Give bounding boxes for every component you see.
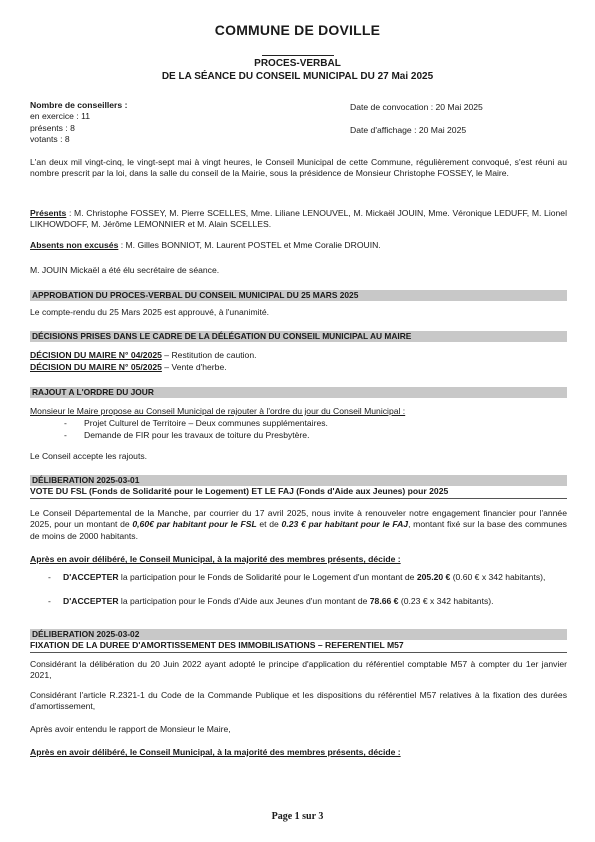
delib1-item2-verb: D'ACCEPTER xyxy=(63,596,119,606)
delib1-item1-text: la participation pour le Fonds de Solidarité pour le Logement d'un montant de xyxy=(118,572,417,582)
section-approbation-title: APPROBATION DU PROCES-VERBAL DU CONSEIL MUNICIPAL DU 25 MARS 2025 xyxy=(30,290,567,301)
delib1-p1-e: , montant fixé sur la base des communes de moins de 2000 habitants. xyxy=(30,519,567,541)
delib1-p1-a: Le Conseil Départemental de la Manche, par courrier du 17 avril 2025, nous invite à renouveler notre engagement financier pour l'année 2025, pour un montant de xyxy=(30,508,567,530)
page-number: Page 1 sur 3 xyxy=(271,811,324,822)
delib1-item1-verb: D'ACCEPTER xyxy=(63,572,119,582)
delib1-item2-text: la participation pour le Fonds d'Aide aux Jeunes d'un montant de xyxy=(118,596,370,606)
rajout-intro: Monsieur le Maire propose au Conseil Municipal de rajouter à l'ordre du jour du Conseil Municipal : xyxy=(30,406,406,416)
delib1-faj-rate: 0.23 € par habitant pour le FAJ xyxy=(281,519,409,530)
delib1-item2-amount: 78.66 € xyxy=(369,596,399,606)
delib1-item-2 xyxy=(63,596,567,607)
decision-05-label: DÉCISION DU MAIRE N° 05/2025 xyxy=(30,362,162,372)
section-rajout-title: RAJOUT A L'ORDRE DU JOUR xyxy=(30,387,567,398)
rajout-item-1: Projet Culturel de Territoire – Deux communes supplémentaires. xyxy=(84,418,328,428)
intro-paragraph: L'an deux mil vingt-cinq, le vingt-sept mai à vingt heures, le Conseil Municipal de cette Commune, régulièrement convoqué, s'est réuni au nombre prescrit par la loi, dans la salle du conseil de la Mairie, sous la présidence de Monsieur Christophe FOSSEY, le Maire. xyxy=(30,157,567,179)
count-en-exercice: en exercice : 11 xyxy=(30,111,91,122)
delib2-decide: Après en avoir délibéré, le Conseil Municipal, à la majorité des membres présents, décide : xyxy=(30,747,401,757)
date-affichage: Date d'affichage : 20 Mai 2025 xyxy=(350,125,467,135)
presents-list: : M. Christophe FOSSEY, M. Pierre SCELLES, Mme. Liliane LENOUVEL, M. Mickaël JOUIN, Mme. Véronique LEDUFF, M. Lionel LIKHOWDOFF, M. Jérôme LEMONNIER et M. Alain SCELLES. xyxy=(30,208,567,230)
date-convocation: Date de convocation : 20 Mai 2025 xyxy=(350,102,483,112)
delib1-title-underline xyxy=(30,498,567,499)
decision-05 xyxy=(30,362,567,373)
section-decisions-title: DÉCISIONS PRISES DANS LE CADRE DE LA DÉLÉGATION DU CONSEIL MUNICIPAL AU MAIRE xyxy=(30,331,567,342)
absents-paragraph xyxy=(30,240,567,251)
decision-05-text: – Vente d'herbe. xyxy=(161,362,227,372)
rajout-conclusion: Le Conseil accepte les rajouts. xyxy=(30,451,148,461)
delib2-title-underline xyxy=(30,652,567,653)
delib1-decide: Après en avoir délibéré, le Conseil Municipal, à la majorité des membres présents, décide : xyxy=(30,554,401,564)
decision-04 xyxy=(30,350,567,361)
delib1-bullet-1: - xyxy=(48,572,51,582)
rajout-item-2: Demande de FIR pour les travaux de toiture du Presbytère. xyxy=(84,430,310,440)
delib1-number: DÉLIBERATION 2025-03-01 xyxy=(30,475,567,486)
delib2-rapport: Après avoir entendu le rapport de Monsieur le Maire, xyxy=(30,724,231,734)
counts-label: Nombre de conseillers : xyxy=(30,100,128,110)
delib2-title: FIXATION DE LA DUREE D'AMORTISSEMENT DES IMMOBILISATIONS – REFERENTIEL M57 xyxy=(30,640,404,650)
delib1-title: VOTE DU FSL (Fonds de Solidarité pour le Logement) ET LE FAJ (Fonds d'Aide aux Jeunes) pour 2025 xyxy=(30,486,449,496)
absents-label: Absents non excusés xyxy=(30,240,119,250)
document-type: PROCES-VERBAL xyxy=(254,58,341,69)
delib2-considerant-2: Considérant l'article R.2321-1 du Code de la Commande Publique et les dispositions du référentiel M57 relatives à la fixation des durées d'amortissement, xyxy=(30,690,567,712)
presents-paragraph xyxy=(30,208,567,231)
delib2-number: DÉLIBERATION 2025-03-02 xyxy=(30,629,567,640)
approbation-text: Le compte-rendu du 25 Mars 2025 est approuvé, à l'unanimité. xyxy=(30,307,270,317)
delib1-item1-calc: (0.60 € x 342 habitants), xyxy=(450,572,546,582)
delib1-bullet-2: - xyxy=(48,596,51,606)
secretaire-line: M. JOUIN Mickaël a été élu secrétaire de séance. xyxy=(30,265,220,275)
delib1-item2-calc: (0.23 € x 342 habitants). xyxy=(398,596,494,606)
delib1-paragraph xyxy=(30,508,567,542)
seance-title: DE LA SÉANCE DU CONSEIL MUNICIPAL DU 27 Mai 2025 xyxy=(161,71,434,82)
rajout-bullet-2: - xyxy=(64,430,67,440)
delib1-fsl-rate: 0,60€ par habitant pour le FSL xyxy=(132,519,257,530)
delib1-item-1 xyxy=(63,572,567,583)
delib1-p1-c: et de xyxy=(256,519,282,530)
delib1-item1-amount: 205.20 € xyxy=(416,572,451,582)
title-divider xyxy=(262,55,334,56)
commune-title: COMMUNE DE DOVILLE xyxy=(214,22,381,38)
count-presents: présents : 8 xyxy=(30,122,75,133)
count-votants: votants : 8 xyxy=(30,134,70,145)
delib2-considerant-1: Considérant la délibération du 20 Juin 2022 ayant adopté le principe d'application du référentiel comptable M57 à compter du 1er janvier 2021, xyxy=(30,659,567,681)
presents-label: Présents xyxy=(30,208,67,218)
absents-list: : M. Gilles BONNIOT, M. Laurent POSTEL et Mme Coralie DROUIN. xyxy=(118,240,381,250)
rajout-bullet-1: - xyxy=(64,418,67,428)
decision-04-text: – Restitution de caution. xyxy=(161,350,257,360)
decision-04-label: DÉCISION DU MAIRE N° 04/2025 xyxy=(30,350,162,360)
counts-block xyxy=(30,100,280,146)
